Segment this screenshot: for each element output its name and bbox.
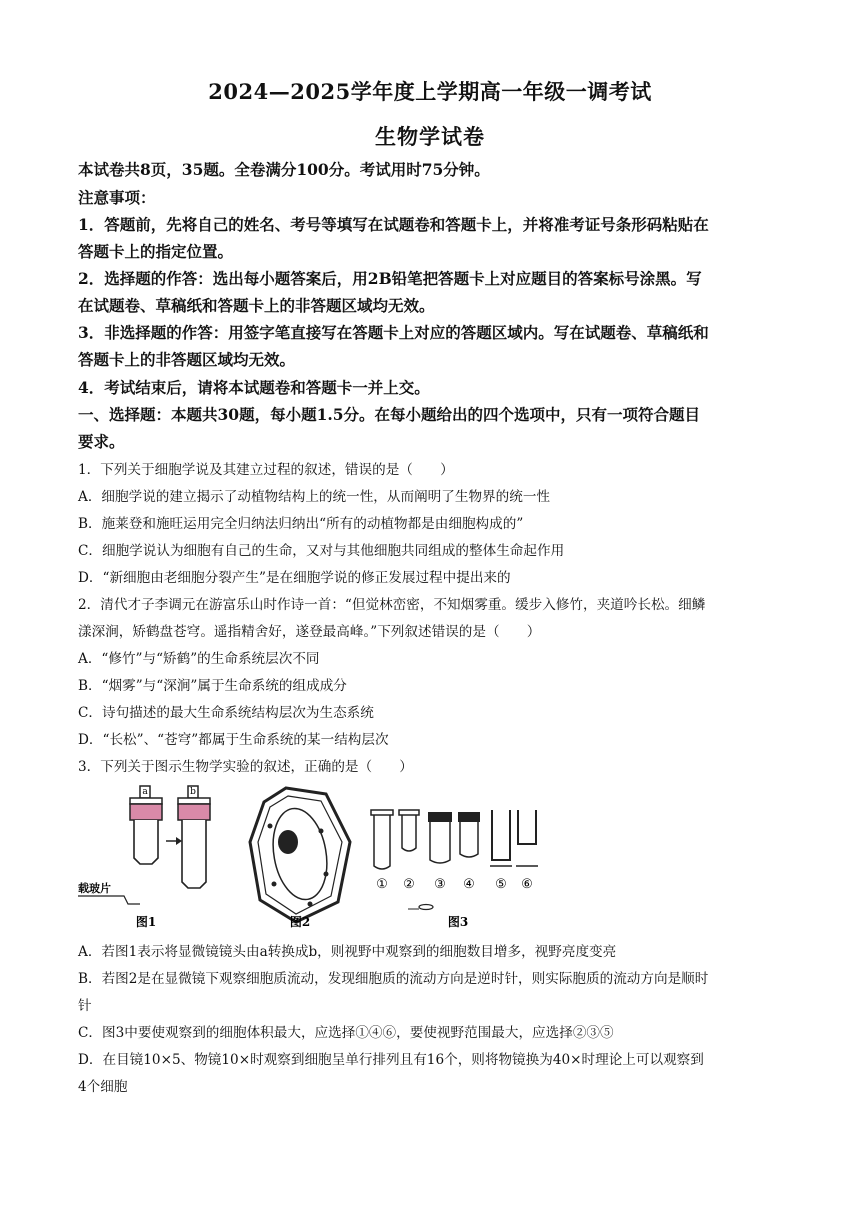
figure-3-number: ③ (434, 877, 446, 892)
lens-label-a: a (142, 787, 148, 797)
question-3-option-c: C．图3中要使观察到的细胞体积最大，应选择①④⑥，要使视野范围最大，应选择②③⑤ (78, 1025, 614, 1041)
figure-3-caption: 图3 (447, 915, 469, 929)
question-3-option-b-cont: 针 (78, 998, 92, 1014)
question-1-option-b: B．施莱登和施旺运用完全归纳法归纳出“所有的动植物都是由细胞构成的” (78, 516, 524, 532)
notice-line: 在试题卷、草稿纸和答题卡上的非答题区域均无效。 (78, 296, 435, 315)
question-1-stem: 1．下列关于细胞学说及其建立过程的叙述，错误的是（ ） (78, 462, 454, 478)
question-2-stem: 2．清代才子李调元在游富乐山时作诗一首：“但觉林峦密，不知烟雾重。缓步入修竹，夹道吟长松。细鳞 (78, 597, 706, 613)
figure-3-number: ① (376, 877, 388, 892)
section-heading: 一、选择题：本题共30题，每小题1.5分。在每小题给出的四个选项中，只有一项符合题目 (78, 405, 701, 424)
question-1-option-d: D．“新细胞由老细胞分裂产生”是在细胞学说的修正发展过程中提出来的 (78, 570, 511, 586)
question-3-stem: 3．下列关于图示生物学实验的叙述，正确的是（ ） (78, 759, 413, 775)
figure-1-objective-lenses (78, 786, 210, 929)
question-3-option-a: A．若图1表示将显微镜镜头由a转换成b，则视野中观察到的细胞数目增多，视野亮度变亮 (78, 944, 617, 960)
figure-3-number: ② (403, 877, 415, 892)
question-2-stem: 漾深涧，矫鹤盘苍穹。遥指精舍好，遂登最高峰。”下列叙述错误的是（ ） (78, 624, 541, 640)
notice-title: 注意事项： (78, 188, 156, 207)
question-1-option-a: A．细胞学说的建立揭示了动植物结构上的统一性，从而阐明了生物界的统一性 (78, 489, 551, 505)
figure-3-number: ⑥ (521, 877, 533, 892)
figure-1-caption: 图1 (135, 915, 157, 929)
notice-line: 3．非选择题的作答：用签字笔直接写在答题卡上对应的答题区域内。写在试题卷、草稿纸和 (78, 323, 709, 342)
question-1-option-c: C．细胞学说认为细胞有自己的生命，又对与其他细胞共同组成的整体生命起作用 (78, 543, 565, 559)
figure-3-number: ④ (463, 877, 475, 892)
question-3-option-d: D．在目镜10×5、物镜10×时观察到细胞呈单行排列且有16个，则将物镜换为40×时理论上可以观察到 (78, 1052, 704, 1068)
question-2-option-b: B．“烟雾”与“深涧”属于生命系统的组成成分 (78, 678, 347, 694)
lens-label-b: b (190, 787, 196, 797)
notice-line: 2．选择题的作答：选出每小题答案后，用2B铅笔把答题卡上对应题目的答案标号涂黑。写 (78, 269, 702, 288)
question-2-option-a: A．“修竹”与“矫鹤”的生命系统层次不同 (78, 651, 320, 667)
exam-title: 2024—2025学年度上学期高一年级一调考试 (208, 79, 652, 104)
figure-3-number: ⑤ (495, 877, 507, 892)
notice-line: 答题卡上的非答题区域均无效。 (78, 350, 296, 369)
figure-3-lenses (371, 810, 538, 929)
question-3-figure (78, 784, 540, 930)
section-heading: 要求。 (78, 432, 125, 451)
exam-summary: 本试卷共8页，35题。全卷满分100分。考试用时75分钟。 (78, 160, 490, 179)
figure-2-caption: 图2 (289, 915, 311, 929)
exam-subject: 生物学试卷 (375, 124, 485, 149)
notice-line: 1．答题前，先将自己的姓名、考号等填写在试题卷和答题卡上，并将准考证号条形码粘贴在 (78, 215, 709, 234)
question-2-option-d: D．“长松”、“苍穹”都属于生命系统的某一结构层次 (78, 732, 389, 748)
question-2-option-c: C．诗句描述的最大生命系统结构层次为生态系统 (78, 705, 374, 721)
question-3-option-b: B．若图2是在显微镜下观察细胞质流动，发现细胞质的流动方向是逆时针，则实际胞质的流动方向是顺时 (78, 971, 709, 987)
notice-line: 答题卡上的指定位置。 (78, 242, 234, 261)
notice-line: 4．考试结束后，请将本试题卷和答题卡一并上交。 (78, 378, 430, 397)
question-3-option-d-cont: 4个细胞 (78, 1079, 128, 1095)
slide-label: 载玻片 (78, 882, 111, 895)
figure-2-plant-cell (250, 788, 350, 929)
